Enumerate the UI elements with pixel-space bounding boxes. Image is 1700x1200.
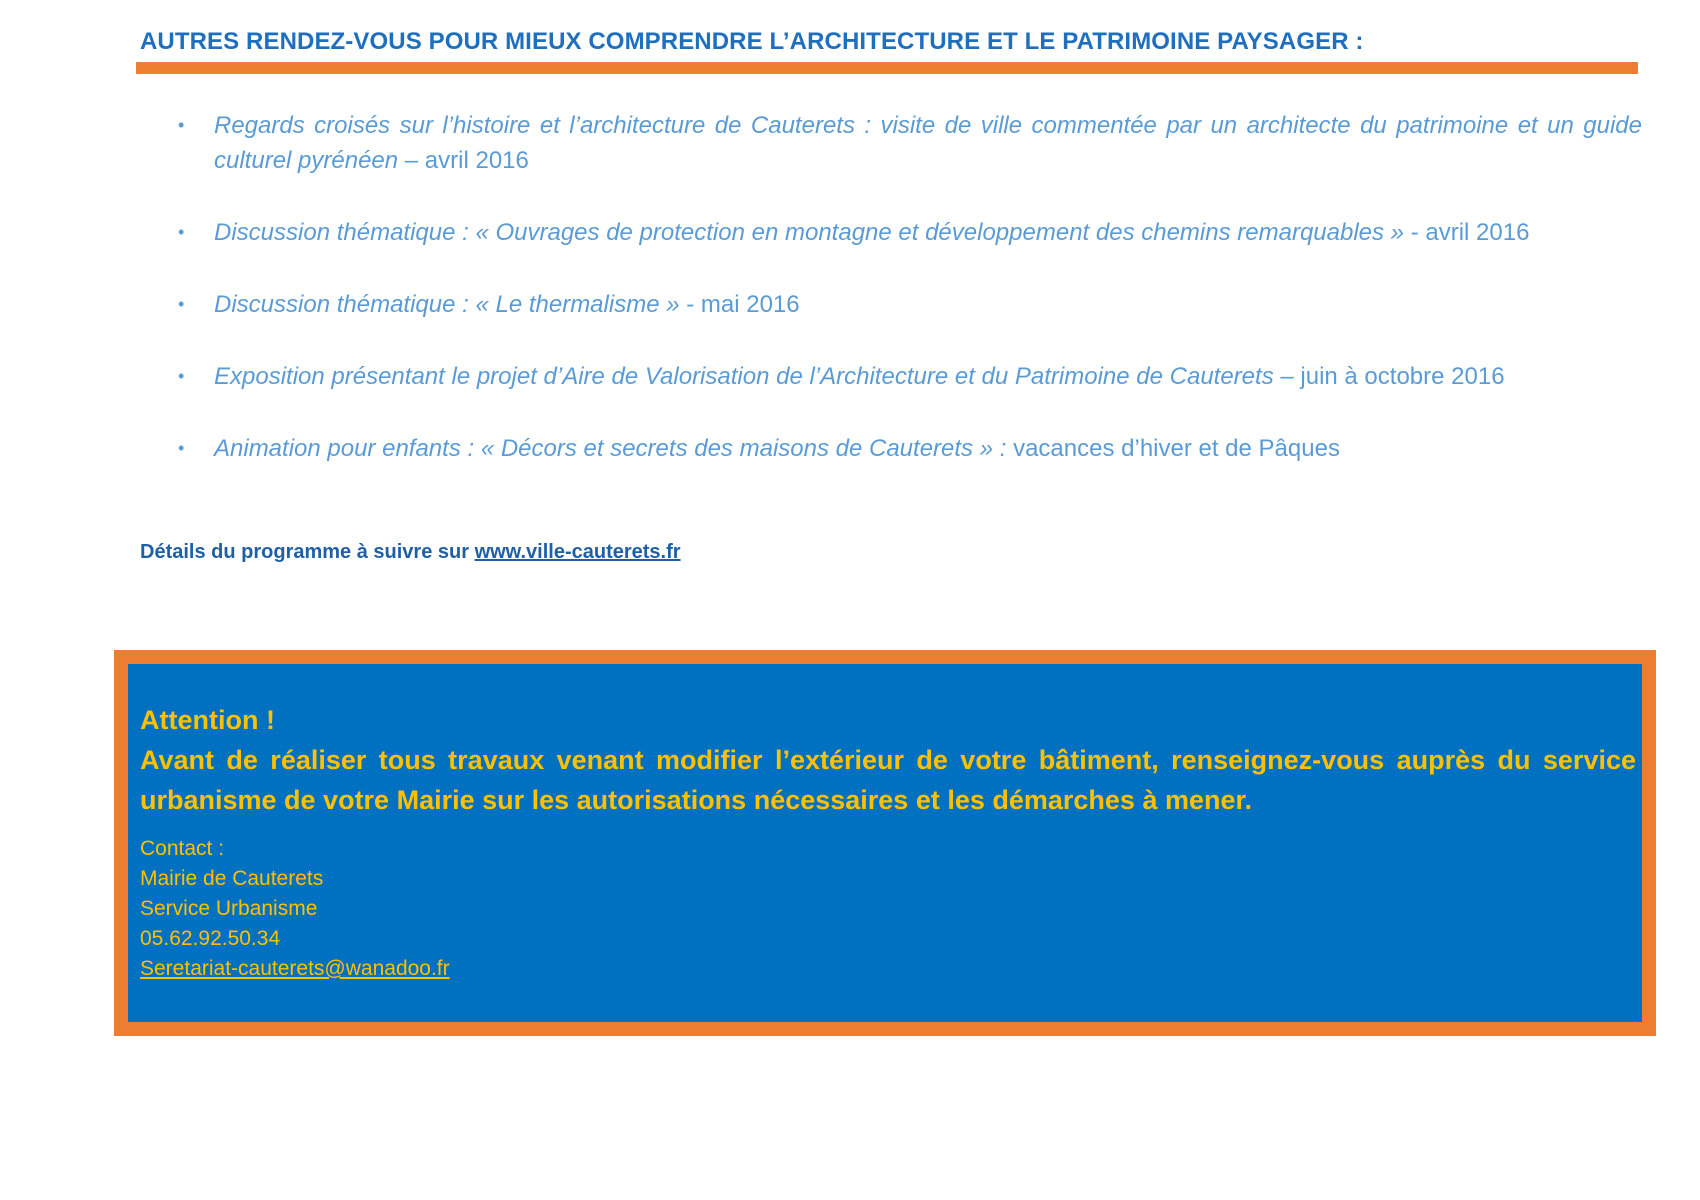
bullet-icon: • bbox=[178, 366, 185, 386]
section-heading: AUTRES RENDEZ-VOUS POUR MIEUX COMPRENDRE L’ARCHITECTURE ET LE PATRIMOINE PAYSAGER : bbox=[140, 28, 1364, 55]
event-description: Exposition présentant le projet d’Aire de Valorisation de l’Architecture et du Patrimoine de Cauterets bbox=[214, 363, 1274, 390]
event-date: – avril 2016 bbox=[398, 147, 529, 174]
list-item bbox=[172, 359, 1642, 394]
contact-label: Contact : bbox=[140, 837, 225, 860]
event-date: - mai 2016 bbox=[679, 291, 800, 318]
event-date: vacances d’hiver et de Pâques bbox=[1006, 435, 1340, 462]
contact-service: Service Urbanisme bbox=[140, 897, 318, 920]
attention-notice-box bbox=[114, 650, 1656, 1036]
events-list bbox=[172, 108, 1642, 503]
bullet-icon: • bbox=[178, 438, 185, 458]
contact-phone: 05.62.92.50.34 bbox=[140, 927, 281, 950]
list-item bbox=[172, 431, 1642, 466]
bullet-icon: • bbox=[178, 294, 185, 314]
contact-email-link[interactable]: Seretariat-cauterets@wanadoo.fr bbox=[140, 957, 450, 980]
event-date: - avril 2016 bbox=[1404, 219, 1530, 246]
website-link[interactable]: www.ville-cauterets.fr bbox=[474, 541, 681, 563]
bullet-icon: • bbox=[178, 222, 185, 242]
notice-content bbox=[140, 700, 1636, 984]
event-description: Discussion thématique : « Ouvrages de protection en montagne et développement des chemins remarquables » bbox=[214, 219, 1405, 246]
event-date: – juin à octobre 2016 bbox=[1273, 363, 1505, 390]
event-description: Animation pour enfants : « Décors et secrets des maisons de Cauterets » : bbox=[214, 435, 1007, 462]
heading-underline-rule bbox=[136, 62, 1638, 74]
contact-organization: Mairie de Cauterets bbox=[140, 867, 324, 890]
attention-title: Attention ! bbox=[140, 705, 275, 735]
attention-message: Avant de réaliser tous travaux venant modifier l’extérieur de votre bâtiment, renseignez-vous auprès du service urbanisme de votre Mairie sur les autorisations nécessaires et les démarches à mener. bbox=[140, 745, 1636, 815]
list-item bbox=[172, 108, 1642, 178]
event-description: Discussion thématique : « Le thermalisme » bbox=[214, 291, 680, 318]
program-details-text: Détails du programme à suivre sur bbox=[140, 541, 475, 563]
list-item bbox=[172, 215, 1642, 250]
bullet-icon: • bbox=[178, 115, 185, 135]
program-details bbox=[140, 541, 681, 564]
contact-block bbox=[140, 834, 1636, 984]
list-item bbox=[172, 287, 1642, 322]
event-description: Regards croisés sur l’histoire et l’architecture de Cauterets : visite de ville commentée par un architecte du patrimoine et un guide culturel pyrénéen bbox=[214, 112, 1642, 174]
